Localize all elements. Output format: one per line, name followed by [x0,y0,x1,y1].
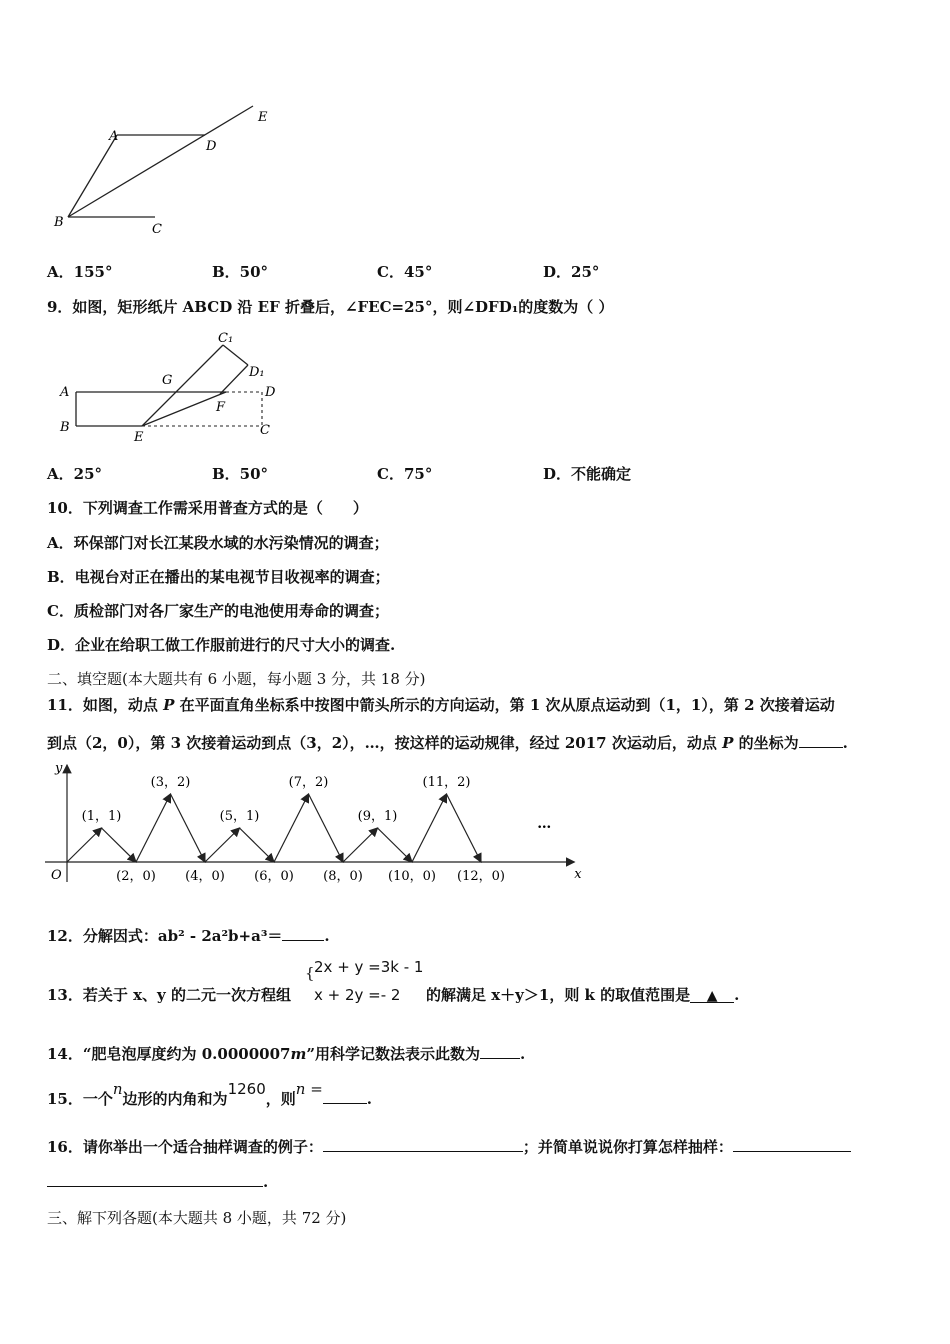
q11-line2: 到点（2，0），第 3 次接着运动到点（3，2），…，按这样的运动规律，经过 2017 次运动后，动点 P 的坐标为 . [47,734,848,752]
path-segment [412,794,447,862]
path-segment [378,828,413,862]
label-d: D [206,139,217,154]
q9-text: 9．如图，矩形纸片 ABCD 沿 EF 折叠后，∠FEC=25°，则∠DFD₁的度数为（ ） [47,298,614,316]
label-g: G [162,373,173,388]
origin-label: O [51,868,62,883]
q12-text: 12．分解因式：ab² - 2a²b+a³＝ . [47,927,330,945]
q13-answer-triangle: ▲ [690,988,734,1003]
path-segment [274,794,309,862]
q15-text: 15．一个n边形的内角和为1260，则n =. [47,1080,372,1108]
q14-text: 14．“肥皂泡厚度约为 0.0000007m”用科学记数法表示此数为 . [47,1045,526,1063]
path-segment [136,794,171,862]
label-c: C [152,222,162,237]
q13-text-suffix: 的解满足 x＋y＞1，则 k 的取值范围是 ▲ . [426,986,740,1004]
axis-point-label: (4，0) [185,869,225,884]
fig8-diagram [40,100,300,245]
path-segment [205,828,240,862]
q13-eq2: x + 2y =- 2 [314,986,401,1004]
ray-be [68,106,253,217]
axis-point-label: (10，0) [388,869,436,884]
peak-label: (9，1) [357,809,398,824]
q9-option-c: C．75° [377,465,433,483]
peak-label: (11，2) [422,775,471,790]
axis-point-label: (6，0) [254,869,294,884]
q13-text-prefix: 13．若关于 x、y 的二元一次方程组 [47,986,291,1004]
label-c1: C₁ [218,331,234,346]
label-b: B [54,215,64,230]
q8-option-b: B．50° [212,263,269,281]
path-segment [171,794,206,862]
continuation-dots: … [537,816,552,832]
path-segment [102,828,137,862]
label-d1: D₁ [249,365,265,380]
q9-option-a: A．25° [47,465,103,483]
path-segment [447,794,482,862]
path-segment [343,828,378,862]
path-segment [240,828,275,862]
x-axis-label: x [574,867,582,882]
peak-label: (5，1) [219,809,260,824]
q11-zigzag-chart [40,760,582,890]
q9-option-b: B．50° [212,465,269,483]
seg-ab [68,135,117,217]
peak-label: (7，2) [288,775,329,790]
section-2-heading: 二、填空题(本大题共有 6 小题，每小题 3 分，共 18 分) [47,670,426,688]
label-a: A [60,385,70,400]
fig9-diagram [50,325,290,447]
label-b: B [60,420,70,435]
label-e: E [258,110,268,125]
label-f: F [216,400,226,415]
q9-option-d: D．不能确定 [543,465,632,483]
axis-point-label: (2，0) [116,869,156,884]
q8-option-a: A．155° [47,263,113,281]
q13-eq1: 2x + y =3k - 1 [314,958,424,976]
q16-text: 16．请你举出一个适合抽样调查的例子： ；并简单说说你打算怎样抽样： [47,1136,851,1157]
label-a: A [109,129,119,144]
q8-option-d: D．25° [543,263,600,281]
axis-point-label: (12，0) [457,869,505,884]
label-e: E [134,430,144,445]
q10-option-c: C．质检部门对各厂家生产的电池使用寿命的调查； [47,602,389,620]
axis-point-label: (8，0) [323,869,363,884]
q10-option-d: D．企业在给职工做工作服前进行的尺寸大小的调查. [47,636,396,654]
y-axis-label: y [55,761,63,776]
q8-option-c: C．45° [377,263,433,281]
q10-option-a: A．环保部门对长江某段水域的水污染情况的调查； [47,534,389,552]
label-c: C [260,423,270,438]
q11-line1: 11．如图，动点 P 在平面直角坐标系中按图中箭头所示的方向运动，第 1 次从原点运动到（1，1），第 2 次接着运动 [47,696,835,714]
label-d: D [265,385,276,400]
q16-text-line2: . [47,1172,268,1191]
section-3-heading: 三、解下列各题(本大题共 8 小题，共 72 分) [47,1209,347,1227]
path-segment [67,828,102,862]
q13-brace: { [305,964,315,982]
peak-label: (1，1) [81,809,122,824]
peak-label: (3，2) [150,775,191,790]
q10-option-b: B．电视台对正在播出的某电视节目收视率的调查； [47,568,390,586]
q10-text: 10．下列调查工作需采用普查方式的是（ ） [47,499,368,517]
path-segment [309,794,344,862]
